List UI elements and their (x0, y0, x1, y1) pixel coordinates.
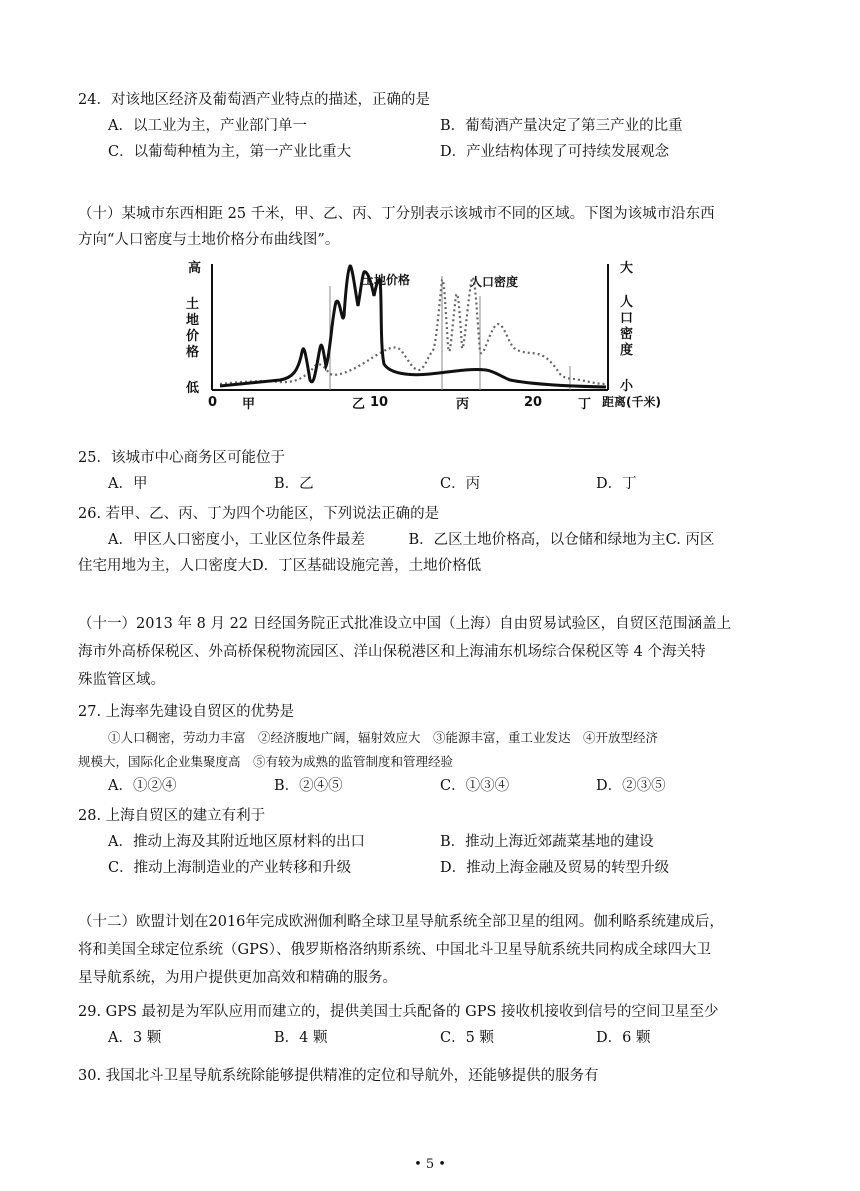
section12-line3: 星导航系统，为用户提供更加高效和精确的服务。 (78, 970, 397, 986)
x-tick-20: 20 (524, 395, 543, 410)
q24-option-d: D．产业结构体现了可持续发展观念 (440, 144, 670, 160)
q27-option-c: C．①③④ (440, 778, 510, 794)
q25-option-d: D．丁 (596, 476, 637, 492)
section12-line1: （十二）欧盟计划在2016年完成欧洲伽利略全球卫星导航系统全部卫星的组网。伽利略系统建成后， (78, 914, 724, 930)
population-density-curve (220, 277, 606, 384)
section10-line2: 方向“人口密度与土地价格分布曲线图”。 (78, 232, 340, 248)
q28-option-d: D．推动上海金融及贸易的转型升级 (440, 860, 670, 876)
right-axis-title-3: 密 (620, 327, 634, 342)
x-axis-label: 距离(千米) (602, 395, 661, 409)
land-price-curve (220, 266, 606, 387)
q25-option-c: C．丙 (440, 476, 481, 492)
x-tick-10: 10 (370, 395, 389, 410)
q27-stem: 27. 上海率先建设自贸区的优势是 (78, 704, 295, 720)
q29-option-b: B．4 颗 (274, 1030, 328, 1046)
q25-option-a: A．甲 (108, 476, 148, 492)
zone-label-yi: 乙 (352, 397, 366, 412)
q28-option-b: B．推动上海近郊蔬菜基地的建设 (440, 834, 654, 850)
population-density-series-label: 人口密度 (470, 275, 519, 289)
left-axis-title-1: 土 (186, 297, 200, 312)
section11-line1: （十一）2013 年 8 月 22 日经国务院正式批准设立中国（上海）自由贸易试验区，自贸区范围涵盖上 (78, 616, 732, 632)
left-axis-top-label: 高 (188, 261, 202, 276)
section10-line1: （十）某城市东西相距 25 千米，甲、乙、丙、丁分别表示该城市不同的区域。下图为该城市沿东西 (78, 206, 715, 222)
q29-stem: 29. GPS 最初是为军队应用而建立的，提供美国士兵配备的 GPS 接收机接收到信号的空间卫星至少 (78, 1004, 719, 1020)
q24-stem: 24．对该地区经济及葡萄酒产业特点的描述，正确的是 (78, 92, 430, 108)
right-axis-top-label: 大 (620, 261, 634, 276)
zone-label-jia: 甲 (242, 397, 256, 412)
q26-stem: 26. 若甲、乙、丙、丁为四个功能区，下列说法正确的是 (78, 506, 440, 522)
left-axis-bottom-label: 低 (186, 381, 200, 396)
q29-option-d: D．6 颗 (596, 1030, 651, 1046)
left-axis-title-4: 格 (186, 345, 200, 360)
q25-stem: 25．该城市中心商务区可能位于 (78, 450, 285, 466)
q24-option-b: B．葡萄酒产量决定了第三产业的比重 (440, 118, 683, 134)
q30-stem: 30. 我国北斗卫星导航系统除能够提供精准的定位和导航外，还能够提供的服务有 (78, 1068, 599, 1084)
q24-option-c: C．以葡萄种植为主，第一产业比重大 (108, 144, 352, 160)
q26-options-line2: 住宅用地为主，人口密度大D．丁区基础设施完善，土地价格低 (78, 558, 482, 574)
q28-option-c: C．推动上海制造业的产业转移和升级 (108, 860, 352, 876)
q29-option-a: A．3 颗 (108, 1030, 162, 1046)
section11-line3: 殊监管区域。 (78, 672, 165, 688)
q24-option-a: A．以工业为主，产业部门单一 (108, 118, 307, 134)
zone-label-bing: 丙 (456, 397, 470, 412)
q28-option-a: A．推动上海及其附近地区原材料的出口 (108, 834, 365, 850)
population-land-price-chart (180, 256, 700, 416)
q27-items-line2: 规模大，国际化企业集聚度高 ⑤有较为成熟的监管制度和管理经验 (78, 754, 454, 769)
q25-option-b: B．乙 (274, 476, 314, 492)
zone-label-ding: 丁 (578, 397, 592, 412)
q29-option-c: C．5 颗 (440, 1030, 494, 1046)
q26-options-line1: A．甲区人口密度小，工业区位条件最差 B．乙区土地价格高，以仓储和绿地为主C. 丙区 (108, 532, 715, 548)
q28-stem: 28. 上海自贸区的建立有利于 (78, 808, 266, 824)
section11-line2: 海市外高桥保税区、外高桥保税物流园区、洋山保税港区和上海浦东机场综合保税区等 4 个海关特 (78, 644, 706, 660)
right-axis-title-1: 人 (620, 295, 634, 310)
right-axis-title-4: 度 (620, 343, 634, 358)
q27-option-b: B．②④⑤ (274, 778, 343, 794)
q27-option-d: D．②③⑤ (596, 778, 666, 794)
section12-line2: 将和美国全球定位系统（GPS）、俄罗斯格洛纳斯系统、中国北斗卫星导航系统共同构成全球四大卫 (78, 942, 712, 958)
right-axis-title-2: 口 (620, 311, 634, 326)
land-price-series-label: 土地价格 (362, 273, 411, 287)
left-axis-title-3: 价 (186, 329, 200, 344)
q27-option-a: A．①②④ (108, 778, 177, 794)
q27-items-line1: ①人口稠密，劳动力丰富 ②经济腹地广阔，辐射效应大 ③能源丰富，重工业发达 ④开放型经济 (108, 730, 659, 745)
x-tick-0: 0 (208, 395, 218, 410)
left-axis-title-2: 地 (186, 313, 200, 328)
page-number: • 5 • (414, 1157, 446, 1172)
right-axis-bottom-label: 小 (620, 379, 634, 394)
